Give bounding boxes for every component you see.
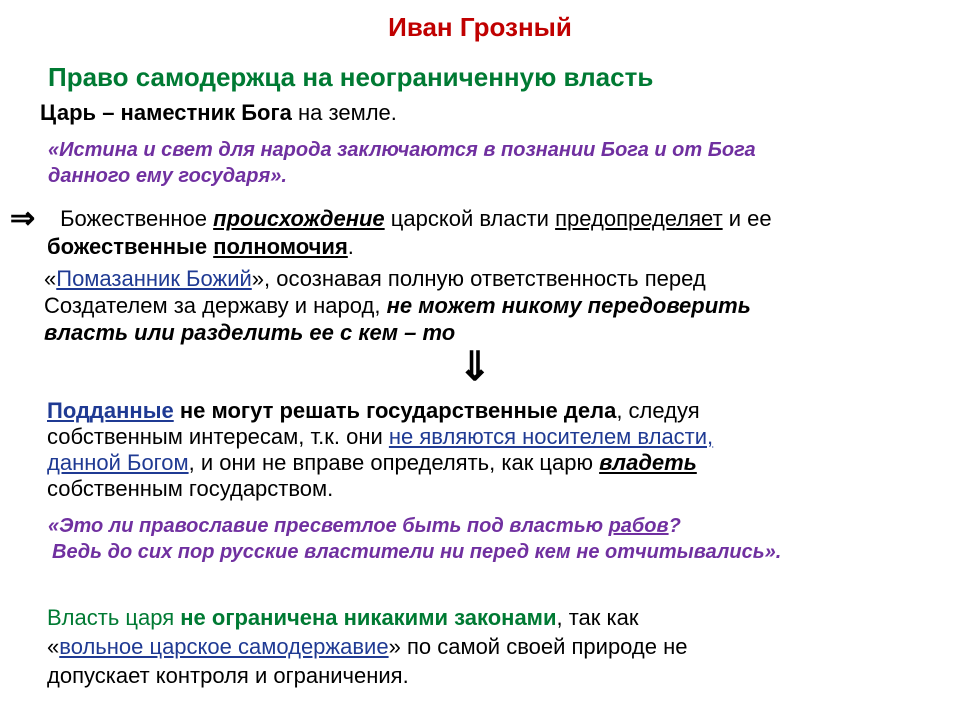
quote-truth-and-light	[48, 137, 908, 189]
underlined-word-powers: полномочия	[213, 234, 348, 259]
quote-text: ?	[668, 515, 681, 537]
paragraph-divine-origin	[10, 202, 930, 261]
link-given-by-god[interactable]: данной Богом	[47, 450, 189, 475]
link-free-autocracy[interactable]: вольное царское самодержавие	[59, 634, 389, 659]
link-subjects[interactable]: Подданные	[47, 398, 174, 423]
text: , так как	[556, 605, 639, 630]
bold-italic-text: власть или разделить ее с кем – то	[44, 320, 456, 345]
text: , и они не вправе определять, как царю	[188, 450, 600, 475]
down-double-arrow-icon: ⇓	[458, 345, 492, 389]
quote-orthodoxy	[48, 513, 948, 565]
underlined-word-predetermines: предопределяет	[555, 206, 723, 231]
statement-rest: на земле.	[291, 100, 397, 125]
quote-line-2: Ведь до сих пор русские властители ни перед кем не отчитывались».	[52, 541, 782, 563]
text: собственным государством.	[47, 476, 334, 501]
quote-text: «Это ли православие пресветлое быть под властью	[48, 515, 609, 537]
text: и ее	[722, 206, 772, 231]
quote-line-1: «Истина и свет для народа заключаются в познании Бога и от Бога	[48, 139, 756, 161]
underlined-word-own: владеть	[599, 450, 697, 475]
link-not-bearers-of-power[interactable]: не являются носителем власти,	[388, 424, 714, 449]
bold-green-text: не ограничена никакими законами	[180, 605, 557, 630]
quote-line-2: данного ему государя».	[48, 165, 287, 187]
green-text: Власть царя	[47, 605, 181, 630]
paragraph-anointed	[44, 265, 924, 346]
bold-text: не могут решать государственные дела	[173, 398, 617, 423]
text: «	[44, 266, 57, 291]
slide-subtitle: Право самодержца на неограниченную власть	[48, 62, 654, 92]
link-slaves[interactable]: рабов	[608, 515, 669, 537]
text: » по самой своей природе не	[388, 634, 688, 659]
text: царской власти	[384, 206, 556, 231]
statement-tsar-vicegerent	[40, 100, 397, 126]
link-anointed-of-god[interactable]: Помазанник Божий	[56, 266, 252, 291]
text: , следуя	[616, 398, 700, 423]
text: собственным интересам, т.к. они	[47, 424, 389, 449]
text: «	[47, 634, 60, 659]
text: .	[347, 234, 354, 259]
text: »	[251, 266, 265, 291]
right-double-arrow-icon: ⇒	[10, 202, 36, 235]
bold-italic-text: не может никому передоверить	[386, 293, 751, 318]
bold-text: божественные	[47, 234, 214, 259]
underlined-word-origin: происхождение	[213, 206, 385, 231]
paragraph-subjects	[47, 398, 897, 502]
text: Создателем за державу и народ,	[44, 293, 387, 318]
slide-title: Иван Грозный	[388, 12, 572, 42]
text: , осознавая полную ответственность перед	[264, 266, 706, 291]
text: Божественное	[54, 206, 214, 231]
text: допускает контроля и ограничения.	[47, 663, 409, 688]
paragraph-unlimited-power	[47, 603, 897, 690]
statement-bold: Царь – наместник Бога	[40, 100, 292, 125]
